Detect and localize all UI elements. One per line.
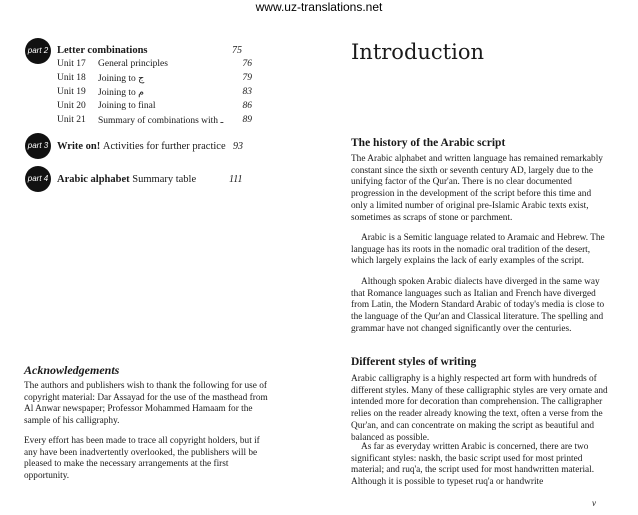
part-2-title: Letter combinations <box>57 45 148 56</box>
part-4-subtitle: Summary table <box>132 174 197 185</box>
page-number: v <box>592 498 596 508</box>
unit-row <box>57 101 252 114</box>
part-2-badge: part 2 <box>25 38 51 64</box>
styles-paragraph-1: Arabic calligraphy is a highly respected art form with hundreds of different styles. Many of these calligraphic styles are very ornate and intended more for decoration than comprehension. The calligrapher relies on the reader already knowing the text, often a verse from the Qur'an, and can concentrate on making the script as beautiful and balanced as possible. <box>351 374 608 443</box>
unit-page: 86 <box>242 101 252 111</box>
unit-row <box>57 73 252 86</box>
part-3-subtitle: Activities for further practice <box>102 141 226 152</box>
unit-number: Unit 21 <box>57 115 86 125</box>
unit-page: 79 <box>242 73 252 83</box>
unit-row <box>57 115 252 128</box>
unit-number: Unit 18 <box>57 73 86 83</box>
part-3-badge: part 3 <box>25 133 51 159</box>
unit-number: Unit 20 <box>57 101 86 111</box>
part-3-page: 93 <box>233 141 243 152</box>
history-paragraph-1: The Arabic alphabet and written language has remained remarkably constant since the sixth or seventh century AD, largely due to the unifying factor of the Qur'an. There is no clear documented progression in the development of the script before this time and only a limited number of original pre-Islamic Arabic texts exist, sometimes as scraps of stone or parchment. <box>351 154 603 223</box>
unit-number: Unit 17 <box>57 59 86 69</box>
part-3-title <box>57 141 226 152</box>
unit-title: General principles <box>98 59 168 69</box>
unit-row <box>57 59 252 72</box>
history-paragraph-3: Although spoken Arabic dialects have diverged in the same way that Romance languages such as Italian and French have diverged from Latin, the Modern Standard Arabic of today's media is close to the language of the Qur'an and Classical literature. The spelling and grammar have not changed significantly over the centuries. <box>351 277 605 334</box>
part-4-badge: part 4 <box>25 166 51 192</box>
part-4-title <box>57 174 196 185</box>
page-title: Introduction <box>351 40 484 64</box>
history-heading: The history of the Arabic script <box>351 137 506 149</box>
history-paragraph-2: Arabic is a Semitic language related to Aramaic and Hebrew. The language has its roots in the nomadic oral tradition of the desert, which largely explains the lack of early examples of the script. <box>351 233 605 267</box>
styles-heading: Different styles of writing <box>351 356 477 368</box>
unit-title: Joining to م <box>98 88 145 98</box>
unit-page: 83 <box>242 87 252 97</box>
part-4-title-text: Arabic alphabet <box>57 174 130 185</box>
site-url[interactable]: www.uz-translations.net <box>255 0 383 14</box>
acknowledgements-paragraph-1: The authors and publishers wish to thank the following for use of copyright material: Dar Assayad for the use of the masthead from Al Anwar newspaper; Professor Mohammed Hamaam for the sample of his calligraphy. <box>24 381 268 426</box>
unit-number: Unit 19 <box>57 87 86 97</box>
part-3-title-text: Write on! <box>57 141 101 152</box>
acknowledgements-paragraph-2: Every effort has been made to trace all copyright holders, but if any have been inadvertently overlooked, the publishers will be pleased to make the necessary arrangements at the first opportunity. <box>24 436 260 481</box>
unit-title: Summary of combinations with ـ <box>98 116 224 126</box>
styles-paragraph-2: As far as everyday written Arabic is concerned, there are two significant styles: naskh, the basic script used for most printed material; and ruq'a, the script used for most handwritten material. Although it is possible to typeset ruq'a or handwrite <box>351 442 595 488</box>
unit-title: Joining to final <box>98 101 156 111</box>
acknowledgements-heading: Acknowledgements <box>24 363 120 377</box>
part-2-page: 75 <box>232 45 242 56</box>
unit-title: Joining to ج <box>98 74 145 84</box>
unit-page: 89 <box>242 115 252 125</box>
unit-row <box>57 87 252 100</box>
part-4-page: 111 <box>229 174 243 185</box>
unit-page: 76 <box>242 59 252 69</box>
